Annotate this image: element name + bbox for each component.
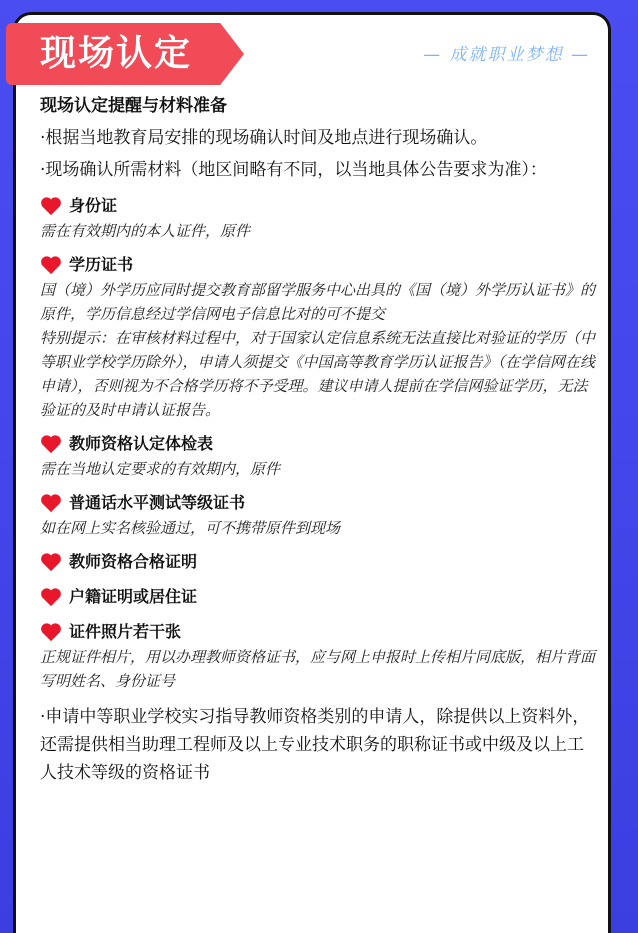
- heart-icon: [40, 622, 62, 642]
- item-description: 如在网上实名核验通过，可不携带原件到现场: [40, 519, 341, 537]
- slogan: — 成就职业梦想 —: [423, 45, 590, 65]
- item-description: 特别提示：在审核材料过程中，对于国家认定信息系统无法直接比对验证的学历（中等职业学校学历除外），申请人须提交《中国高等教育学历认证报告》（在学信网在线申请），否则视为不合格学历将不予受理。建议申请人提前在学信网验证学历，无法验证的及时申请认证报告。: [40, 329, 596, 419]
- item-description: 需在有效期内的本人证件，原件: [40, 222, 251, 240]
- item-title: 教师资格认定体检表: [69, 434, 214, 453]
- heart-icon: [40, 196, 62, 216]
- item-heading: [40, 490, 596, 516]
- list-item: [40, 584, 596, 610]
- list-item: [40, 619, 596, 693]
- item-heading: [40, 549, 596, 575]
- list-item: [40, 490, 596, 540]
- list-item: [40, 431, 596, 481]
- item-description: 需在当地认定要求的有效期内，原件: [40, 460, 281, 478]
- page-title: 现场认定: [40, 33, 193, 74]
- item-title: 普通话水平测试等级证书: [69, 493, 246, 512]
- bullet-paragraph: ·根据当地教育局安排的现场确认时间及地点进行现场确认。: [40, 128, 488, 148]
- item-heading: [40, 619, 596, 645]
- heart-icon: [40, 552, 62, 572]
- item-heading: [40, 584, 596, 610]
- list-item: [40, 193, 596, 243]
- item-description: 正规证件相片，用以办理教师资格证书，应与网上申报时上传相片同底版，相片背面写明姓名、身份证号: [40, 648, 596, 690]
- item-title: 户籍证明或居住证: [69, 587, 198, 606]
- heart-icon: [40, 255, 62, 275]
- item-heading: [40, 193, 596, 219]
- section-title: 现场认定提醒与材料准备: [40, 96, 227, 116]
- heart-icon: [40, 434, 62, 454]
- list-item: [40, 252, 596, 422]
- item-title: 学历证书: [69, 255, 134, 274]
- bullet-paragraph: ·申请中等职业学校实习指导教师资格类别的申请人，除提供以上资料外，还需提供相当助理工程师及以上专业技术职务的职称证书或中级及以上工人技术等级的资格证书: [40, 707, 590, 783]
- bullet-paragraph: ·现场确认所需材料（地区间略有不同，以当地具体公告要求为准）：: [40, 160, 547, 180]
- item-heading: [40, 252, 596, 278]
- heart-icon: [40, 587, 62, 607]
- main-content: [40, 90, 596, 787]
- item-title: 证件照片若干张: [69, 622, 182, 641]
- item-heading: [40, 431, 596, 457]
- item-title: 教师资格合格证明: [69, 552, 198, 571]
- heart-icon: [40, 493, 62, 513]
- item-title: 身份证: [69, 196, 118, 215]
- item-description: 国（境）外学历应同时提交教育部留学服务中心出具的《国（境）外学历认证书》的原件，学历信息经过学信网电子信息比对的可不提交: [40, 281, 596, 323]
- list-item: [40, 549, 596, 575]
